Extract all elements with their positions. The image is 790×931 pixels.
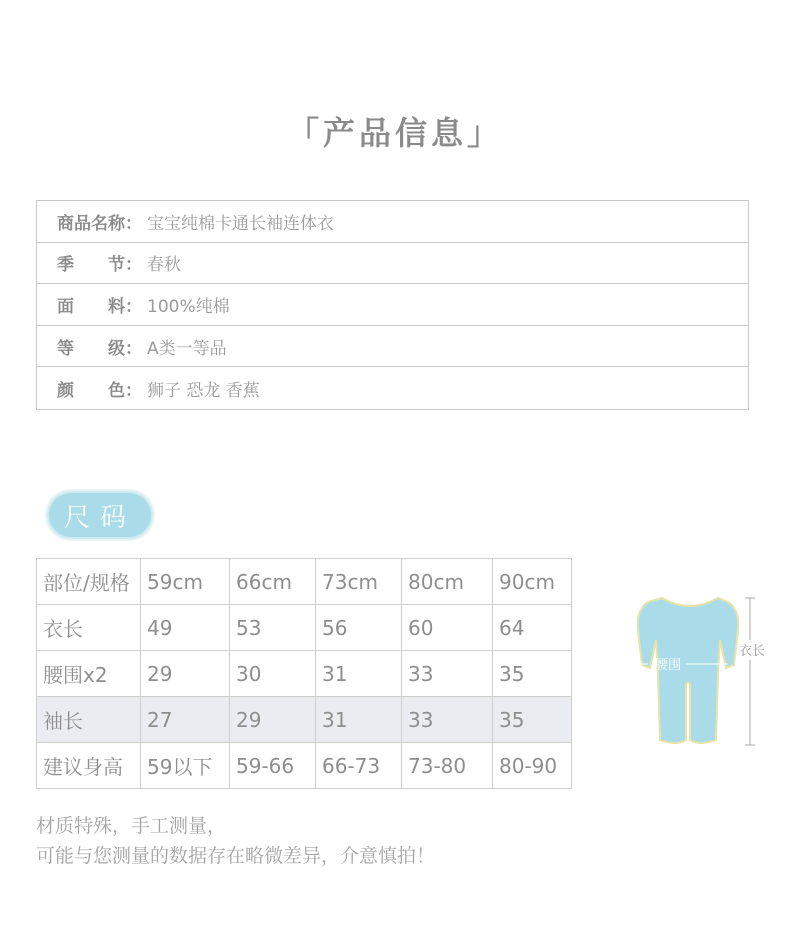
romper-shape (638, 598, 739, 743)
info-value: A类一等品 (147, 338, 227, 359)
table-header-cell: 部位/规格 (37, 559, 141, 605)
table-cell: 31 (316, 651, 402, 697)
info-value: 狮子 恐龙 香蕉 (147, 380, 260, 401)
info-label: 季 节： (57, 255, 142, 276)
table-header-cell: 90cm (493, 559, 572, 605)
table-cell: 80-90 (493, 743, 572, 789)
table-cell: 33 (402, 651, 493, 697)
info-value: 100%纯棉 (147, 296, 230, 317)
note-line-2: 可能与您测量的数据存在略微差异，介意慎拍！ (36, 845, 436, 867)
info-row-fabric (37, 284, 748, 326)
table-header-cell: 73cm (316, 559, 402, 605)
table-cell: 袖长 (37, 697, 141, 743)
info-value: 春秋 (147, 255, 181, 276)
table-cell: 53 (230, 605, 316, 651)
table-header-cell: 66cm (230, 559, 316, 605)
table-cell: 64 (493, 605, 572, 651)
waist-label: 腰围 (654, 658, 682, 673)
size-chart-table (36, 558, 572, 789)
info-row-season (37, 243, 748, 285)
table-row (37, 743, 572, 789)
table-cell: 73-80 (402, 743, 493, 789)
table-cell: 35 (493, 651, 572, 697)
table-cell: 59以下 (141, 743, 230, 789)
table-cell: 66-73 (316, 743, 402, 789)
length-label: 衣长 (738, 644, 766, 659)
info-label: 等 级： (57, 338, 142, 359)
table-row (37, 697, 572, 743)
info-label: 颜 色： (57, 380, 142, 401)
table-cell: 腰围x2 (37, 651, 141, 697)
table-cell: 29 (141, 651, 230, 697)
table-cell: 59-66 (230, 743, 316, 789)
info-label: 面 料： (57, 296, 142, 317)
table-header-cell: 59cm (141, 559, 230, 605)
table-cell: 29 (230, 697, 316, 743)
note-line-1: 材质特殊，手工测量， (36, 815, 227, 837)
info-row-name (37, 201, 748, 243)
table-cell: 49 (141, 605, 230, 651)
table-cell: 31 (316, 697, 402, 743)
table-row (37, 605, 572, 651)
table-header-cell: 80cm (402, 559, 493, 605)
table-row (37, 651, 572, 697)
product-info-table (36, 200, 749, 410)
table-cell: 衣长 (37, 605, 141, 651)
table-cell: 30 (230, 651, 316, 697)
table-cell: 27 (141, 697, 230, 743)
info-row-color (37, 367, 748, 409)
size-badge: 尺码 (47, 491, 153, 539)
info-row-grade (37, 326, 748, 368)
info-label: 商品名称： (57, 213, 142, 234)
info-value: 宝宝纯棉卡通长袖连体衣 (147, 213, 334, 234)
table-cell: 35 (493, 697, 572, 743)
table-cell: 33 (402, 697, 493, 743)
table-cell: 56 (316, 605, 402, 651)
page-title: 「产品信息」 (286, 114, 503, 152)
table-cell: 建议身高 (37, 743, 141, 789)
table-header-row (37, 559, 572, 605)
table-cell: 60 (402, 605, 493, 651)
romper-diagram (600, 590, 780, 760)
